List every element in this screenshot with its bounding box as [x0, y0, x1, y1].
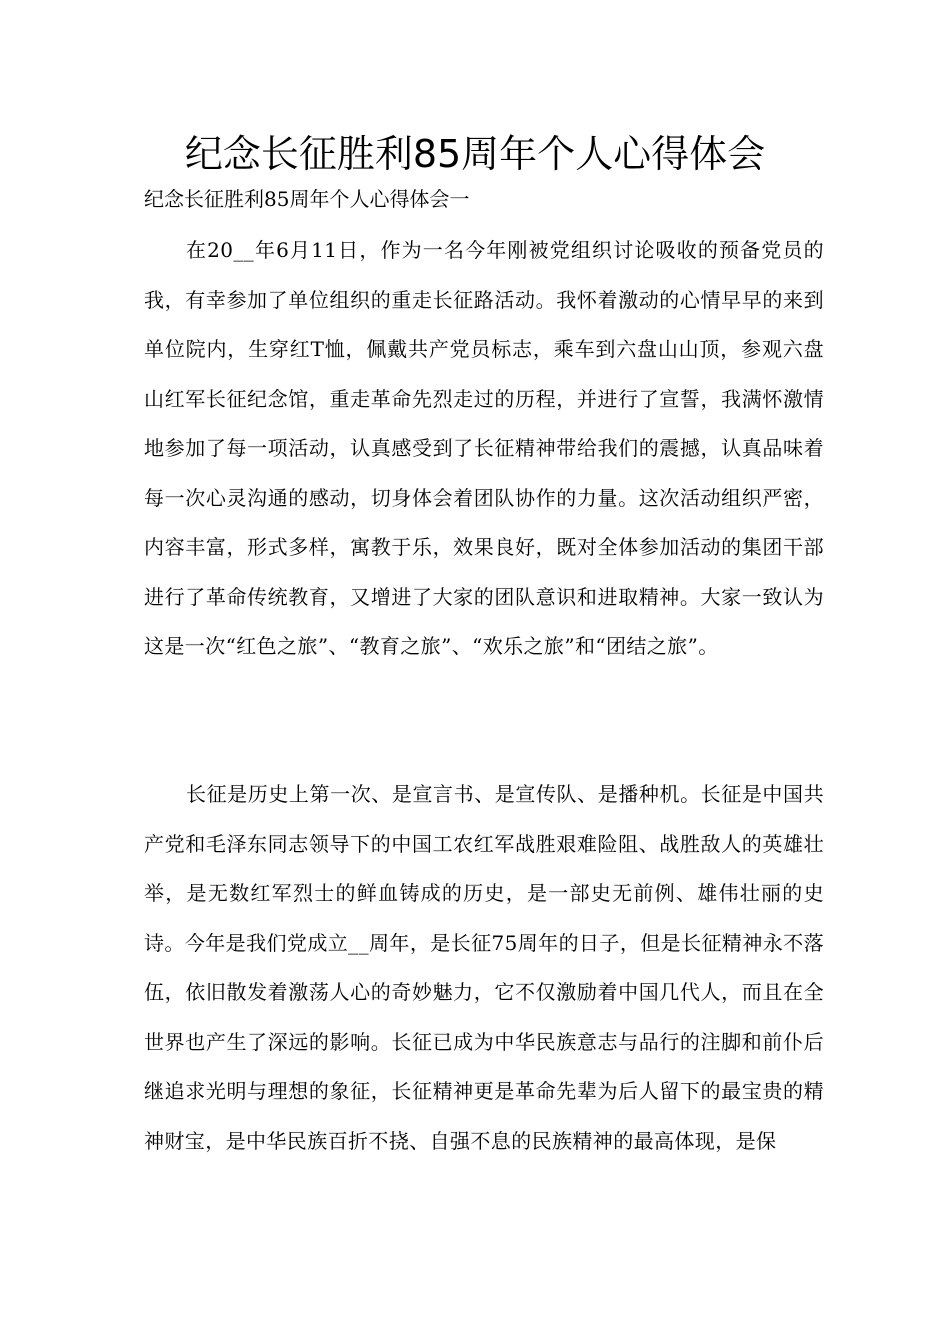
- document-title: 纪念长征胜利85周年个人心得体会: [184, 132, 766, 176]
- paragraph-1: 在20__年6月11日，作为一名今年刚被党组织讨论吸收的预备党员的我，有幸参加了单位组织的重走长征路活动。我怀着激动的心情早早的来到单位院内，生穿红T恤，佩戴共产党员标志，乘车到六盘山山顶，参观六盘山红军长征纪念馆，重走革命先烈走过的历程，并进行了宣誓，我满怀激情地参加了每一项活动，认真感受到了长征精神带给我们的震撼，认真品味着每一次心灵沟通的感动，切身体会着团队协作的力量。这次活动组织严密，内容丰富，形式多样，寓教于乐，效果良好，既对全体参加活动的集团干部进行了革命传统教育，又增进了大家的团队意识和进取精神。大家一致认为这是一次“红色之旅”、“教育之旅”、“欢乐之旅”和“团结之旅”。: [144, 238, 824, 658]
- section-subtitle: 纪念长征胜利85周年个人心得体会一: [144, 187, 470, 211]
- paragraph-2: 长征是历史上第一次、是宣言书、是宣传队、是播种机。长征是中国共产党和毛泽东同志领导下的中国工农红军战胜艰难险阻、战胜敌人的英雄壮举，是无数红军烈士的鲜血铸成的历史，是一部史无前例、雄伟壮丽的史诗。今年是我们党成立__周年，是长征75周年的日子，但是长征精神永不落伍，依旧散发着激荡人心的奇妙魅力，它不仅激励着中国几代人，而且在全世界也产生了深远的影响。长征已成为中华民族意志与品行的注脚和前仆后继追求光明与理想的象征，长征精神更是革命先辈为后人留下的最宝贵的精神财宝，是中华民族百折不挠、自强不息的民族精神的最高体现，是保: [144, 782, 824, 1153]
